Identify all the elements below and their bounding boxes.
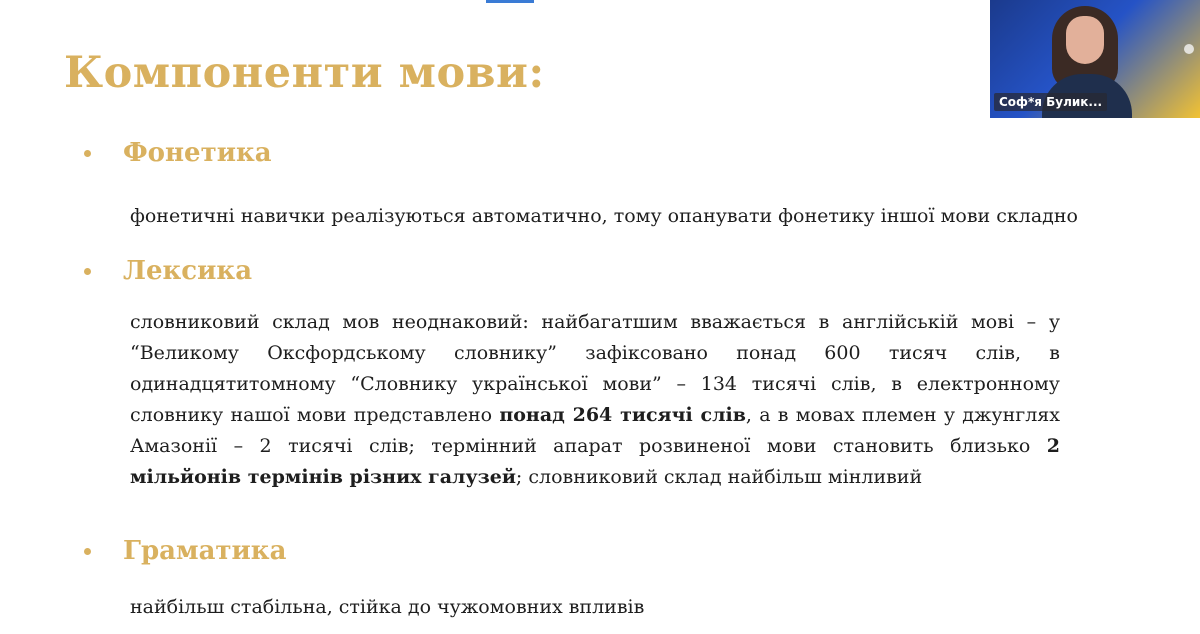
- bullet-icon: [84, 268, 91, 275]
- bullet-icon: [84, 548, 91, 555]
- bullet-icon: [84, 150, 91, 157]
- section-heading-label: Лексика: [123, 256, 253, 286]
- lexicon-text-part1: словниковий склад мов неоднаковий: найбагатшим вважається в англійській мові – у “Великому Оксфордському словнику” зафіксовано понад 600 тисяч слів, в одинадцятитомному “Словнику української мови” – 134 тисячі слів, в електронному словнику нашої мови представлено: [130, 311, 1060, 426]
- participant-name: Соф*я Булик...: [994, 93, 1107, 111]
- more-options-icon[interactable]: [1184, 44, 1194, 54]
- section-heading-lexicon: [84, 256, 252, 286]
- section-heading-phonetics: [84, 138, 272, 168]
- section-heading-label: Граматика: [123, 536, 287, 566]
- section-text-lexicon: [130, 307, 1060, 493]
- lexicon-text-part3: ; словниковий склад найбільш мінливий: [515, 466, 923, 488]
- lexicon-bold-2: 2 мільйонів термінів різних галузей: [130, 435, 1060, 488]
- section-heading-label: Фонетика: [123, 138, 272, 168]
- lexicon-bold-1: понад 264 тисячі слів: [499, 404, 746, 426]
- lexicon-text-part2: , а в мовах племен у джунглях Амазонії – 2 тисячі слів; термінний апарат розвиненої мови становить близько: [130, 404, 1060, 457]
- section-text-phonetics: фонетичні навички реалізуються автоматично, тому опанувати фонетику іншої мови складно: [130, 205, 1078, 227]
- screen-share-indicator: [486, 0, 534, 3]
- participant-video-tile[interactable]: [990, 0, 1200, 118]
- slide-title: Компоненти мови:: [64, 48, 545, 98]
- section-text-grammar: найбільш стабільна, стійка до чужомовних впливів: [130, 596, 645, 618]
- section-heading-grammar: [84, 536, 286, 566]
